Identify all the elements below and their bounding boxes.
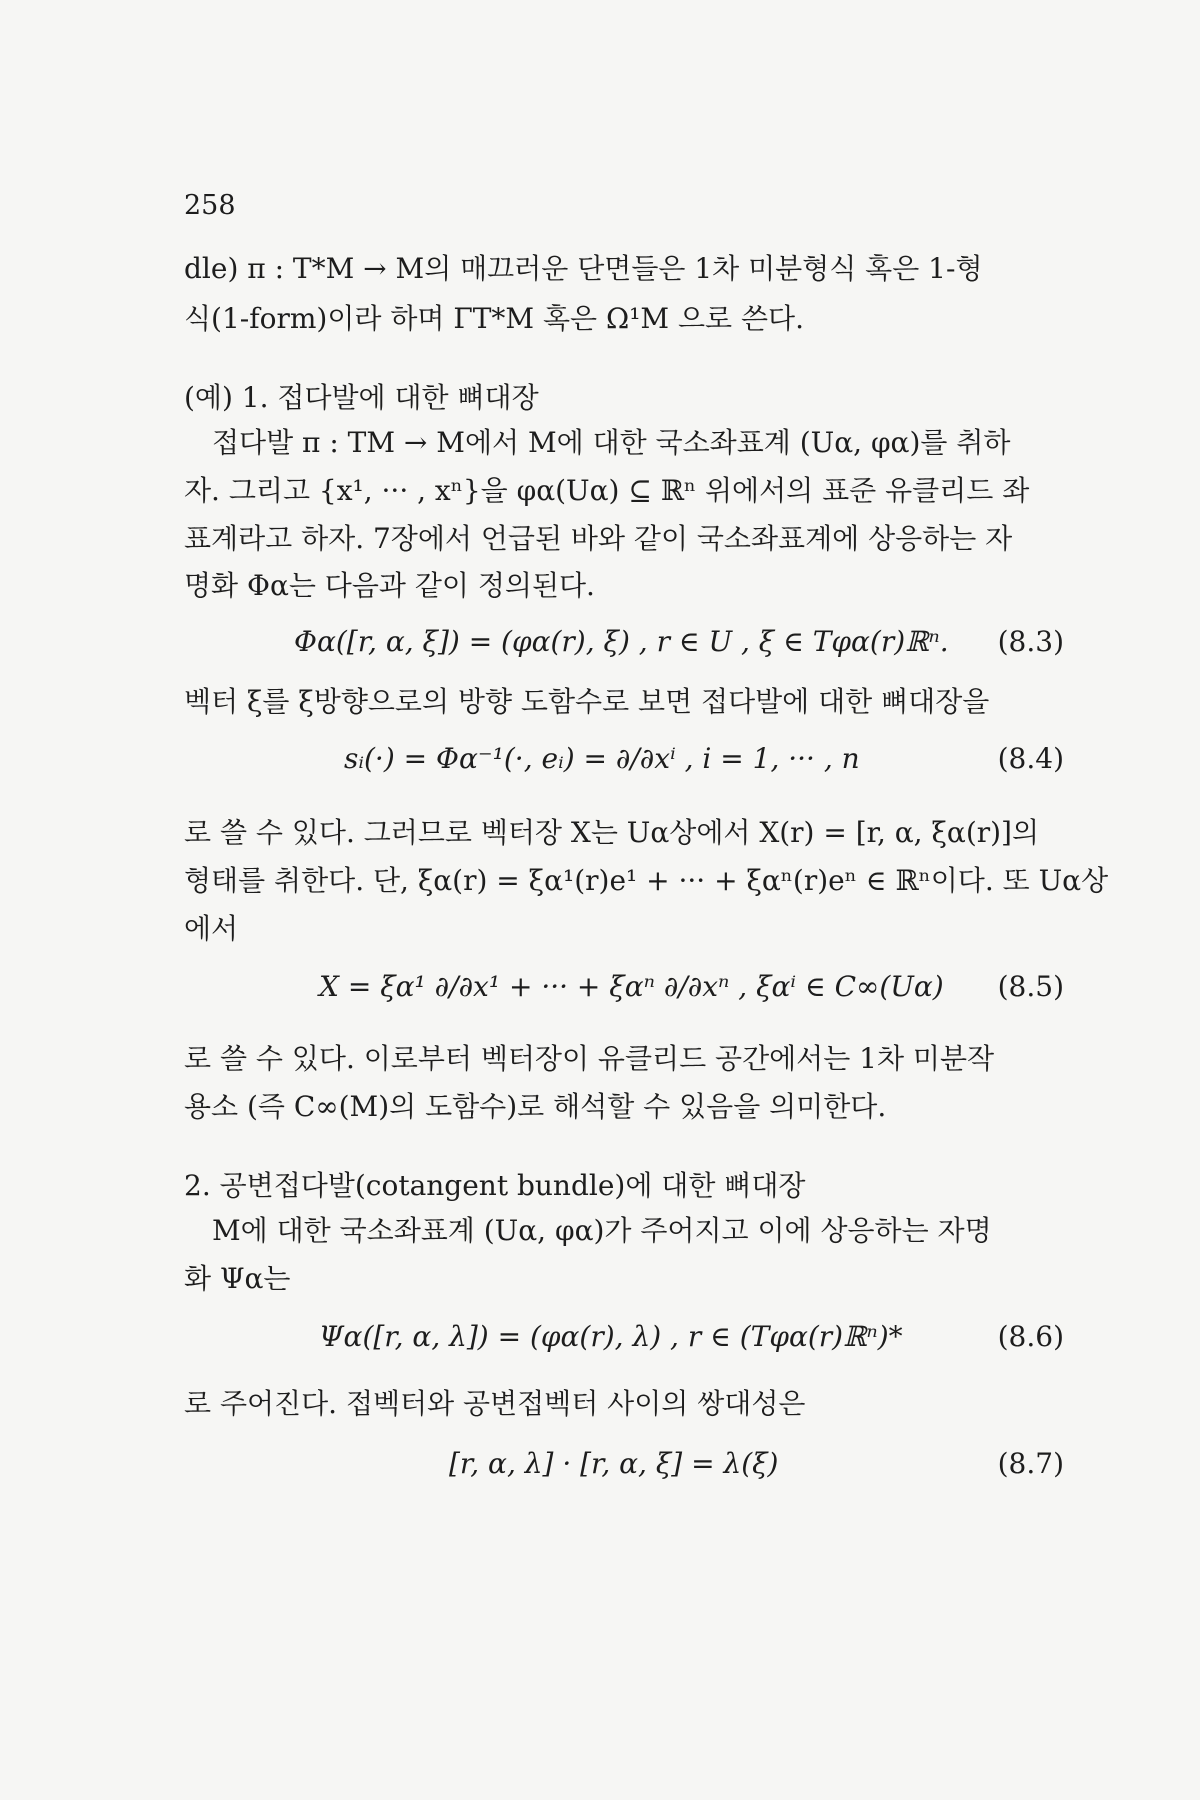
equation-number: (8.6) [997,1320,1064,1353]
paragraph-line: 형태를 취한다. 단, ξα(r) = ξα¹(r)e¹ + ··· + ξαⁿ(r)eⁿ ∈ ℝⁿ이다. 또 Uα상 [184,864,1109,897]
paragraph-line: 접다발 π : TM → M에서 M에 대한 국소좌표계 (Uα, φα)를 취하 [212,426,1011,459]
equation-expression: sᵢ(·) = Φα⁻¹(·, eᵢ) = ∂/∂xⁱ , i = 1, ··· , n [344,742,860,775]
paragraph-line: 로 쓸 수 있다. 이로부터 벡터장이 유클리드 공간에서는 1차 미분작 [184,1042,995,1075]
equation-8-7 [184,1447,1064,1491]
equation-number: (8.3) [997,625,1064,658]
equation-number: (8.7) [997,1447,1064,1480]
paragraph-line: 로 주어진다. 접벡터와 공변접벡터 사이의 쌍대성은 [184,1387,806,1420]
paragraph-line: 자. 그리고 {x¹, ··· , xⁿ}을 φα(Uα) ⊆ ℝⁿ 위에서의 표준 유클리드 좌 [184,474,1030,507]
equation-expression: [r, α, λ] · [r, α, ξ] = λ(ξ) [449,1447,779,1480]
equation-expression: X = ξα¹ ∂/∂x¹ + ··· + ξαⁿ ∂/∂xⁿ , ξαⁱ ∈ C∞(Uα) [319,970,944,1003]
example-2-heading: 2. 공변접다발(cotangent bundle)에 대한 뼈대장 [184,1169,806,1202]
paragraph-line: 화 Ψα는 [184,1262,291,1295]
paragraph-line: 벡터 ξ를 ξ방향으로의 방향 도함수로 보면 접다발에 대한 뼈대장을 [184,685,990,718]
paragraph-line: 에서 [184,912,239,945]
equation-8-6 [184,1320,1064,1364]
paragraph-line: dle) π : T*M → M의 매끄러운 단면들은 1차 미분형식 혹은 1-형 [184,252,983,285]
page-number: 258 [184,190,236,221]
paragraph-line: 식(1-form)이라 하며 ΓT*M 혹은 Ω¹M 으로 쓴다. [184,302,804,335]
equation-8-5 [184,970,1064,1014]
equation-number: (8.5) [997,970,1064,1003]
equation-expression: Φα([r, α, ξ]) = (φα(r), ξ) , r ∈ U , ξ ∈ Tφα(r)ℝⁿ. [294,625,949,658]
paragraph-line: 명화 Φα는 다음과 같이 정의된다. [184,569,595,602]
paragraph-line: 로 쓸 수 있다. 그러므로 벡터장 X는 Uα상에서 X(r) = [r, α, ξα(r)]의 [184,816,1040,849]
paragraph-line: 표계라고 하자. 7장에서 언급된 바와 같이 국소좌표계에 상응하는 자 [184,522,1013,555]
equation-expression: Ψα([r, α, λ]) = (φα(r), λ) , r ∈ (Tφα(r)ℝⁿ)* [319,1320,903,1353]
paragraph-line: M에 대한 국소좌표계 (Uα, φα)가 주어지고 이에 상응하는 자명 [212,1214,992,1247]
equation-8-3 [184,625,1064,669]
paragraph-line: 용소 (즉 C∞(M)의 도함수)로 해석할 수 있음을 의미한다. [184,1090,887,1123]
equation-8-4 [184,742,1064,786]
example-1-heading: (예) 1. 접다발에 대한 뼈대장 [184,381,539,414]
equation-number: (8.4) [997,742,1064,775]
